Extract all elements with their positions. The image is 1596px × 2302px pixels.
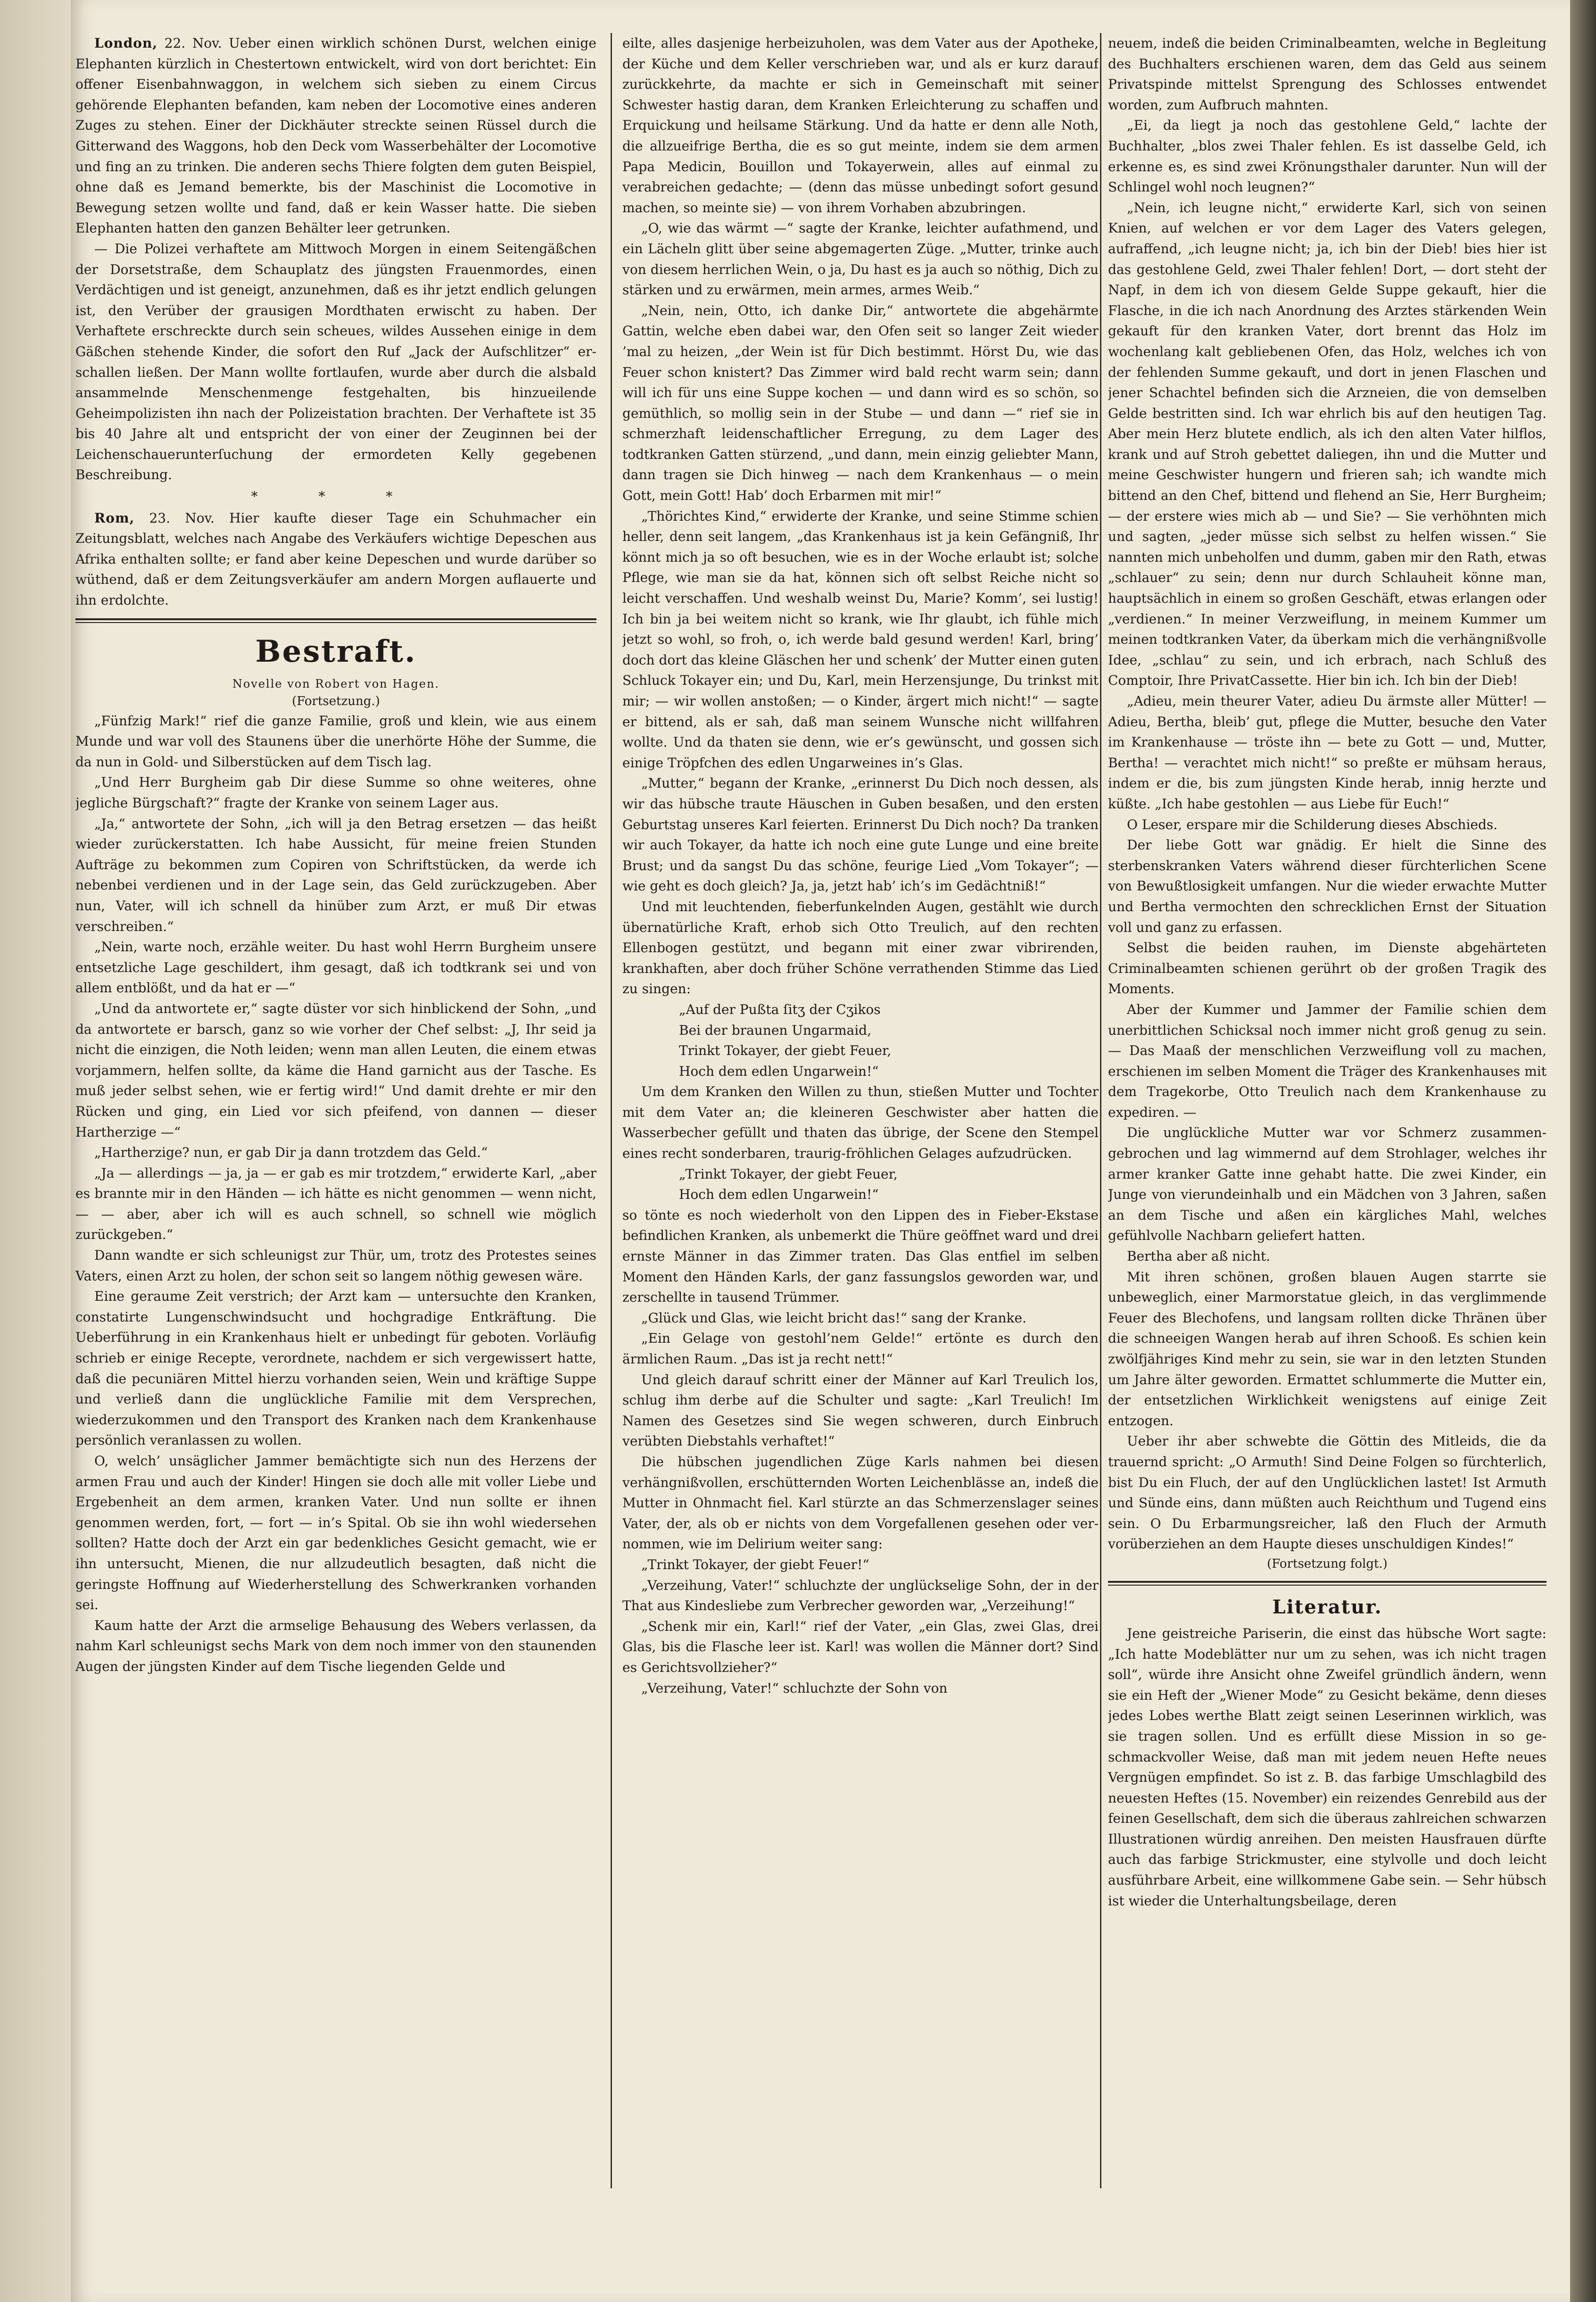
column-rule (1100, 33, 1101, 2188)
story-paragraph: „Und da antwortete er,“ sagte düster vor sich hinblickend der Sohn, „und da antwortete er barsch, ganz so wie vorher der Chef selbst: „J, Ihr seid ja nicht die einzigen, die Noth leiden; wenn man allen Leuten, die einem etwas vorjammern, helfen sollte, da käme die Hand garnicht aus der Tasche. Es muß jeder selbst sehen, wie er fertig wird!“ Und damit drehte er mir den Rücken und ging, ein Lied vor sich pfeifend, von dannen — dieser Hartherzige —“ (75, 1000, 596, 1140)
story-continued: (Fortsetzung.) (292, 694, 380, 708)
story-paragraph: Kaum hatte der Arzt die armselige Behausung des Webers verlassen, da nahm Karl schleunigst sechs Mark von dem noch immer von den staunenden Augen der jüngsten Kinder auf dem Tische liegenden Gelde und (75, 1617, 596, 1674)
section-separator: * * * (251, 489, 421, 505)
story-paragraph: „Schenk mir ein, Karl!“ rief der Vater, „ein Glas, zwei Glas, drei Glas, bis die Flasche leer ist. Karl! was wollen die Männer dort? Sind es Gerichtsvollzieher?“ (622, 1618, 1099, 1675)
story-paragraph: Aber der Kummer und Jammer der Familie schien dem unerbittlichen Schicksal noch immer nicht groß genug zu sein. — Das Maaß der menschlichen Verzweiflung voll zu machen, erschienen im selben Moment die Träger des Krankenhauses mit dem Tragekorbe, Otto Treulich nach dem Krankenhause zu expediren. — (1108, 1001, 1546, 1120)
story-paragraph: Eine geraume Zeit verstrich; der Arzt kam — untersuchte den Kranken, constatirte Lungenschwindsucht und hochgradige Entkräftung. Die Ueberführung in ein Krankenhaus hielt er unbedingt für geboten. Vorläufig schrieb er einige Recepte, verordnete, nachdem er sich vergewissert hatte, daß die pecuniären Mittel hierzu vorhanden seien, Wein und kräftige Suppe und verließ dann die unglückliche Familie mit dem Versprechen, wiederzukommen und den Transport des Kranken nach dem Krankenhause persönlich veranlassen zu wollen. (75, 1288, 596, 1448)
story-paragraph: „Glück und Glas, wie leicht bricht das!“ sang der Kranke. (641, 1310, 1026, 1326)
story-paragraph: „Und Herr Burgheim gab Dir diese Summe so ohne weiteres, ohne jegliche Bürgschaft?“ fragte der Kranke von seinem Lager aus. (75, 774, 596, 811)
story-paragraph: so tönte es noch wiederholt von den Lippen des in Fieber-Ekstase befindlichen Kranken, als unbemerkt die Thüre geöffnet ward und drei ernste Männer in das Zimmer traten. Das Glas entfiel im selben Moment den Händen Karls, der ganz fassungslos geworden war, und zerschellte in tausend Trümmer. (622, 1207, 1099, 1305)
column-rule (611, 33, 612, 2188)
story-paragraph: „Verzeihung, Vater!“ schluchzte der Sohn von (641, 1680, 948, 1696)
poem-line: „Auf der Pußta ſitʒ der Cʒikos (679, 1001, 881, 1017)
story-paragraph: „Adieu, mein theurer Vater, adieu Du ärmste aller Mütter! — Adieu, Bertha, bleib’ gut, pflege die Mutter, besuche den Vater im Krankenhause — tröste ihn — bete zu Gott — und, Mutter, Bertha! — verachtet mich nicht!“ so preßte er mühsam heraus, indem er die, bis zum jüngsten Kinde herab, innig herzte und küßte. „Ich habe gestohlen — aus Liebe für Euch!“ (1108, 693, 1546, 812)
story-paragraph: Der liebe Gott war gnädig. Er hielt die Sinne des sterbenskranken Vaters während dieser fürchterlichen Scene von Bewußtlosigkeit umfangen. Nur die wieder erwachte Mutter und Bertha vermochten den schrecklichen Ernst der Situation voll und ganz zu erfassen. (1108, 837, 1546, 935)
story-paragraph: Und gleich darauf schritt einer der Männer auf Karl Treulich los, schlug ihm derbe auf die Schulter und sagte: „Karl Treulich! Im Namen des Gesetzes sind Sie wegen schweren, durch Einbruch verübten Diebstahls verhaftet!“ (622, 1371, 1099, 1449)
story-title: Bestraft. (255, 633, 417, 669)
story-paragraph: „Hartherzige? nun, er gab Dir ja dann trotzdem das Geld.“ (94, 1145, 488, 1161)
story-paragraph: „Thörichtes Kind,“ erwiderte der Kranke, und seine Stimme schien heller, denn seit langem, „das Krankenhaus ist ja kein Gefängniß, Ihr könnt mich ja so oft besuchen, wie es in der Woche erlaubt ist; solche Pflege, wie man sie da hat, können sich oft selbst Reiche nicht so leicht verschaffen. Und weshalb weinst Du, Marie? Komm’, sei lustig! Ich bin ja bei weitem nicht so krank, wie Ihr glaubt, ich fühle mich jetzt so wohl, so froh, o, ich werde bald gesund werden! Karl, bring’ doch dort das kleine Gläschen her und schenk’ der Mutter einen guten Schluck Tokayer ein; und Du, Karl, mein Herzensjunge, Du trinkst mit mir; — wir wollen anstoßen; — o Kinder, ärgert mich nicht!“ — sagte er bittend, als er sah, daß man seinem Wunsche nicht willfahren wollte. Und da thaten sie denn, wie er’s gewünscht, und gossen sich einige Tröpfchen des edlen Ungarweines in’s Glas. (622, 508, 1099, 771)
story-paragraph: eilte, alles dasjenige herbeizuholen, was dem Vater aus der Apotheke, der Küche und dem Keller verschrieben war, und als er kurz darauf zurückkehrte, da machte er sich in Gemeinschaft mit seiner Schwester hastig daran, dem Kranken Erleichterung zu schaffen und Erquickung und heilsame Stärkung. Und da hatte er denn alle Noth, die allzueifrige Bertha, die es so gut meinte, indem sie dem armen Papa Medicin, Bouillon und Tokayerwein, alles auf einmal zu verabreichen gedachte; — (denn das müsse unbedingt sofort gesund machen, so meinte sie) — von ihrem Vorhaben abzubringen. (622, 35, 1099, 216)
divider (75, 618, 596, 623)
book-binding (0, 0, 71, 2302)
poem-line: Hoch dem edlen Ungarwein!“ (679, 1063, 879, 1079)
story-paragraph: Ueber ihr aber schwebte die Göttin des Mitleids, die da trauernd spricht: „O Armuth! Sind Deine Folgen so fürchterlich, bist Du ein Fluch, der auf den Unglücklichen lastet! Ist Armuth und Sünde eins, dann müßten auch Reichthum und Tugend eins sein. O Du Erbarmungsreicher, laß den Fluch der Armuth vorüberziehen an dem Haupte dieses unschuldigen Kindes!“ (1108, 1433, 1546, 1552)
column-3 (1108, 33, 1546, 2250)
story-paragraph: „Nein, nein, Otto, ich danke Dir,“ antwortete die abgehärmte Gattin, welche eben dabei war, den Ofen seit so langer Zeit wieder ’mal zu heizen, „der Wein ist für Dich bestimmt. Hörst Du, wie das Feuer schon knistert? Das Zimmer wird bald recht warm sein; dann will ich für uns eine Suppe kochen — und dann wird es so schön, so gemüthlich, so mollig sein in der Stube — und dann —“ rief sie in schmerzhaft leidenschaftlicher Erregung, zu dem Lager des todtkranken Gatten stürzend, „und dann, mein einzig geliebter Mann, dann tragen sie Dich hinweg — nach dem Krankenhaus — o mein Gott, mein Gott! Hab’ doch Erbarmen mit mir!“ (622, 302, 1099, 504)
news-rom (75, 508, 596, 611)
story-paragraph: Um dem Kranken den Willen zu thun, stießen Mutter und Tochter mit dem Vater an; die kleineren Geschwister aber hatten die Wasserbecher gefüllt und thaten das übrige, der Scene den Stempel eines recht sonderbaren, traurig-fröhlichen Gelages aufzudrücken. (622, 1084, 1099, 1162)
story-paragraph: O, welch’ unsäglicher Jammer bemächtigte sich nun des Herzens der armen Frau und auch der Kinder! Hingen sie doch alle mit voller Liebe und Ergebenheit an dem armen, kranken Vater. Und nun sollte er ihnen genommen werden, fort, — fort — in’s Spital. Ob sie ihn wohl wiedersehen sollten? Hatte doch der Arzt ein gar bedenkliches Gesicht gemacht, wie er ihn untersucht, Mienen, die nur allzudeutlich besagten, daß nicht die geringste Hoffnung auf Wiederherstellung des Schwerkranken vorhanden sei. (75, 1453, 596, 1613)
dateline-place: London, (94, 35, 158, 51)
news-text: 22. Nov. Ueber einen wirklich schönen Durst, welchen einige Elephanten kürzlich in Chestertown entwickelt, wird von dort berichtet: Ein offener Eisenbahnwaggon, in welchem sich sieben zu einem Circus gehörende Elephanten befanden, kam neben der Locomotive eines anderen Zuges zu stehen. Einer der Dickhäuter streckte seinen Rüssel durch die Gitterwand des Waggons, hob den Deck vom Wasserbehälter der Locomotive und fing an zu trinken. Die anderen sechs Thiere folgten dem guten Beispiel, ohne daß es Jemand bemerkte, bis der Maschinist die Locomotive in Bewegung setzen wollte und fand, daß er kein Wasser hatte. Die sieben Elephanten hatten den ganzen Behälter leer getrunken. (75, 35, 596, 236)
story-paragraph: neuem, indeß die beiden Criminalbeamten, welche in Begleitung des Buchhalters erschienen waren, dem das Geld aus seinem Privatspinde mittelst Sprengung des Schlosses entwendet worden, zum Aufbruch mahnten. (1108, 35, 1546, 113)
divider (1108, 1581, 1546, 1586)
story-paragraph: Selbst die beiden rauhen, im Dienste abgehärteten Criminalbeamten schienen gerührt ob der großen Tragik des Moments. (1108, 940, 1546, 997)
literatur-text: Jene geistreiche Pariserin, die einst das hübsche Wort sagte: „Ich hatte Modeblätter nur um zu sehen, was ich nicht tragen soll“, würde ihre Ansicht ohne Zweifel gründlich ändern, wenn sie ein Heft der „Wiener Mode“ zu Gesicht bekäme, denn dieses jedes Lobes werthe Blatt zeigt seinen Leserinnen wirklich, was sie tragen sollen. Und es erfüllt diese Mission in so geschmackvoller Weise, daß man mit jedem neuen Hefte neues Vergnügen empfindet. So ist z. B. das farbige Umschlagbild des neuesten Heftes (15. November) ein reizendes Genrebild aus der feinen Gesellschaft, dem sich die überaus zahlreichen schwarzen Illustrationen würdig anreihen. Den meisten Hausfrauen dürfte auch das farbige Strickmuster, eine stylvolle und doch leicht ausführbare Arbeit, eine willkommene Gabe sein. — Sehr hübsch ist wieder die Unterhaltungsbeilage, deren (1108, 1625, 1546, 1909)
story-paragraph: „Trinkt Tokayer, der giebt Feuer!“ (641, 1556, 869, 1572)
story-paragraph: „Mutter,“ begann der Kranke, „erinnerst Du Dich noch dessen, als wir das hübsche traute Häuschen in Guben besaßen, und den ersten Geburtstag unseres Karl feierten. Erinnerst Du Dich noch? Da tranken wir auch Tokayer, da hatte ich noch eine gute Lunge und eine breite Brust; und da sangst Du das schöne, feurige Lied „Vom Tokayer“; — wie geht es doch gleich? Ja, ja, jetzt hab’ ich’s im Gedächtniß!“ (622, 775, 1099, 894)
story-paragraph: „Fünfzig Mark!“ rief die ganze Familie, groß und klein, wie aus einem Munde und war voll des Staunens über die unerhörte Höhe der Summe, die da nun in Gold- und Silberstücken auf dem Tisch lag. (75, 713, 596, 770)
news-police: — Die Polizei verhaftete am Mittwoch Morgen in einem Seitengäßchen der Dorsetstraße, dem Schauplatz des jüngsten Frauenmordes, einen Verdächtigen und ist geneigt, anzunehmen, daß es ihr jetzt endlich gelungen ist, den Verüber der grausigen Mordthaten erwischt zu haben. Der Verhaftete erschreckte durch sein scheues, wildes Aussehen einige in dem Gäßchen stehende Kinder, die sofort den Ruf „Jack der Aufschlitzer“ erschallen ließen. Der Mann wollte fortlaufen, wurde aber durch die alsbald ansammelnde Menschenmenge festgehalten, bis hinzueilende Geheimpolizisten ihn nach der Polizeistation brachten. Der Verhaftete ist 35 bis 40 Jahre alt und entspricht der von einer der Zeuginnen bei der Leichenschauerunterſuchung der ermordeten Kelly gegebenen Beschreibung. (75, 241, 596, 483)
story-paragraph: Mit ihren schönen, großen blauen Augen starrte sie unbeweglich, einer Marmorstatue gleich, in das verglimmende Feuer des Blechofens, und langsam rollten dicke Thränen über die schneeigen Wangen herab auf ihren Schooß. Es schien kein zwölfjähriges Kind mehr zu sein, sie war in den letzten Stunden um Jahre älter geworden. Ermattet schlummerte die Mutter ein, der entsetzlichen Wirklichkeit wenigstens auf einige Zeit entzogen. (1108, 1269, 1546, 1429)
dateline-place: Rom, (94, 510, 135, 526)
column-2 (622, 33, 1099, 2250)
news-text: 23. Nov. Hier kaufte dieser Tage ein Schuhmacher ein Zeitungsblatt, welches nach Angabe des Verkäufers wichtige Depeschen aus Afrika enthalten sollte; er fand aber keine Depeschen und wurde darüber so wüthend, daß er dem Zeitungsverkäufer am andern Morgen auflauerte und ihn erdolchte. (75, 510, 596, 608)
story-paragraph: Die hübschen jugendlichen Züge Karls nahmen bei diesen verhängnißvollen, erschütternden Worten Leichenblässe an, indeß die Mutter in Ohnmacht fiel. Karl stürzte an das Schmerzenslager seines Vater, der, als ob er nichts von dem Vorgefallenen gesehen oder vernommen, wie im Delirium weiter sang: (622, 1454, 1099, 1552)
column-1 (75, 33, 596, 2250)
story-paragraph: „Verzeihung, Vater!“ schluchzte der unglückselige Sohn, der in der That aus Kindesliebe zum Verbrecher geworden war, „Verzeihung!“ (622, 1577, 1099, 1614)
story-paragraph: „Nein, ich leugne nicht,“ erwiderte Karl, sich von seinen Knien, auf welchen er vor dem Lager des Vaters gelegen, aufraffend, „ich leugne nicht; ja, ich bin der Dieb! bies hier ist das gestohlene Geld, zwei Thaler fehlen! Dort, — dort steht der Napf, in dem ich von diesem Gelde Suppe gekauft, hier die Flasche, in die ich nach Anordnung des Arztes stärkenden Wein gekauft für den kranken Vater, dort brennt das Holz im wochenlang kalt gebliebenen Ofen, das Holz, welches ich von der fehlenden Summe gekauft, und dort in jenen Flaschen und jener Schachtel befinden sich die Arzneien, die von demselben Gelde bestritten sind. Ich war ehrlich bis auf den heutigen Tag. Aber mein Herz blutete endlich, als ich den alten Vater hilflos, krank und auf Stroh gebettet daliegen, ihn und die Mutter und meine Geschwister hungern und frieren sah; ich wandte mich bittend an den Chef, bittend und flehend an Sie, Herr Burgheim; — der erstere wies mich ab — und Sie? — Sie verhöhnten mich und sagten, „jeder müsse sich selbst zu helfen wissen.“ Sie nannten mich unbeholfen und dumm, gaben mir den Rath, etwas „schlauer“ zu sein; denn nur durch Schlauheit könne man, hauptsächlich in einem so großen Geschäft, etwas erlangen oder „verdienen.“ In meiner Verzweiflung, in meinem Kummer um meinen todtkranken Vater, da überkam mich die verhängnißvolle Idee, „schlau“ zu sein, und ich erbrach, nach Schluß des Comptoir, Ihre PrivatCassette. Hier bin ich. Ich bin der Dieb! (1108, 199, 1546, 689)
story-paragraph: O Leser, erspare mir die Schilderung dieses Abschieds. (1127, 816, 1498, 832)
poem-line: Bei der braunen Ungarmaid, (679, 1022, 872, 1038)
poem-line: Trinkt Tokayer, der giebt Feuer, (679, 1043, 892, 1059)
story-paragraph: Und mit leuchtenden, fieberfunkelnden Augen, gestählt wie durch übernatürliche Kraft, erhob sich Otto Treulich, auf den rechten Ellenbogen gestützt, und begann mit einer zwar vibrirenden, krankhaften, aber doch früher Schöne verrathenden Stimme das Lied zu singen: (622, 898, 1099, 997)
news-london (75, 33, 596, 239)
story-to-be-continued: (Fortsetzung folgt.) (1267, 1556, 1388, 1571)
literatur-title: Literatur. (1272, 1596, 1382, 1618)
story-paragraph: „Ja,“ antwortete der Sohn, „ich will ja den Betrag ersetzen — das heißt wieder zurückerstatten. Ich habe Aussicht, für meine freien Stunden Aufträge zu bekommen zum Copiren von Schriftstücken, da werde ich nebenbei verdienen und in der Lage sein, das Geld zurückzugeben. Aber nun, Vater, will ich schnell da hinüber zum Arzt, er muß Dir etwas verschreiben.“ (75, 815, 596, 934)
story-byline: Novelle von Robert von Hagen. (232, 677, 440, 690)
story-paragraph: „Ein Gelage von gestohl’nem Gelde!“ ertönte es durch den ärmlichen Raum. „Das ist ja recht nett!“ (622, 1330, 1099, 1367)
story-paragraph: Dann wandte er sich schleunigst zur Thür, um, trotz des Protestes seines Vaters, einen Arzt zu holen, der schon seit so langem nöthig gewesen wäre. (75, 1247, 596, 1284)
story-paragraph: „Ei, da liegt ja noch das gestohlene Geld,“ lachte der Buchhalter, „blos zwei Thaler fehlen. Es ist dasselbe Geld, ich erkenne es, es sind zwei Krönungsthaler darunter. Nun will der Schlingel wohl noch leugnen?“ (1108, 117, 1546, 195)
story-paragraph: „Ja — allerdings — ja, ja — er gab es mir trotzdem,“ erwiderte Karl, „aber es brannte mir in den Händen — ich hätte es nicht genommen — wenn nicht, — — aber, aber ich will es auch schnell, so schnell wie möglich zurückgeben.“ (75, 1165, 596, 1243)
story-paragraph: „Nein, warte noch, erzähle weiter. Du hast wohl Herrn Burgheim unsere entsetzliche Lage geschildert, ihm gesagt, daß ich todtkrank sei und von allem entblößt, und da hat er —“ (75, 939, 596, 996)
story-paragraph: Bertha aber aß nicht. (1127, 1248, 1271, 1264)
poem-line: Hoch dem edlen Ungarwein!“ (679, 1187, 879, 1203)
poem-line: „Trinkt Tokayer, der giebt Feuer, (679, 1166, 898, 1182)
story-paragraph: „O, wie das wärmt —“ sagte der Kranke, leichter aufathmend, und ein Lächeln glitt über seine abgemagerten Züge. „Mutter, trinke auch von diesem herrlichen Wein, o ja, Du hast es ja auch so nöthig, Dich zu stärken und zu erwärmen, mein armes, armes Weib.“ (622, 220, 1099, 298)
page-edge (1570, 0, 1596, 2302)
story-paragraph: Die unglückliche Mutter war vor Schmerz zusammengebrochen und lag wimmernd auf dem Strohlager, welches ihr armer kranker Gatte inne gehabt hatte. Die zwei Kinder, ein Junge von vierundeinhalb und ein Mädchen von 3 Jahren, saßen an dem Tische und aßen ein kärgliches Mahl, welches gefühlvolle Nachbarn geliefert hatten. (1108, 1125, 1546, 1244)
